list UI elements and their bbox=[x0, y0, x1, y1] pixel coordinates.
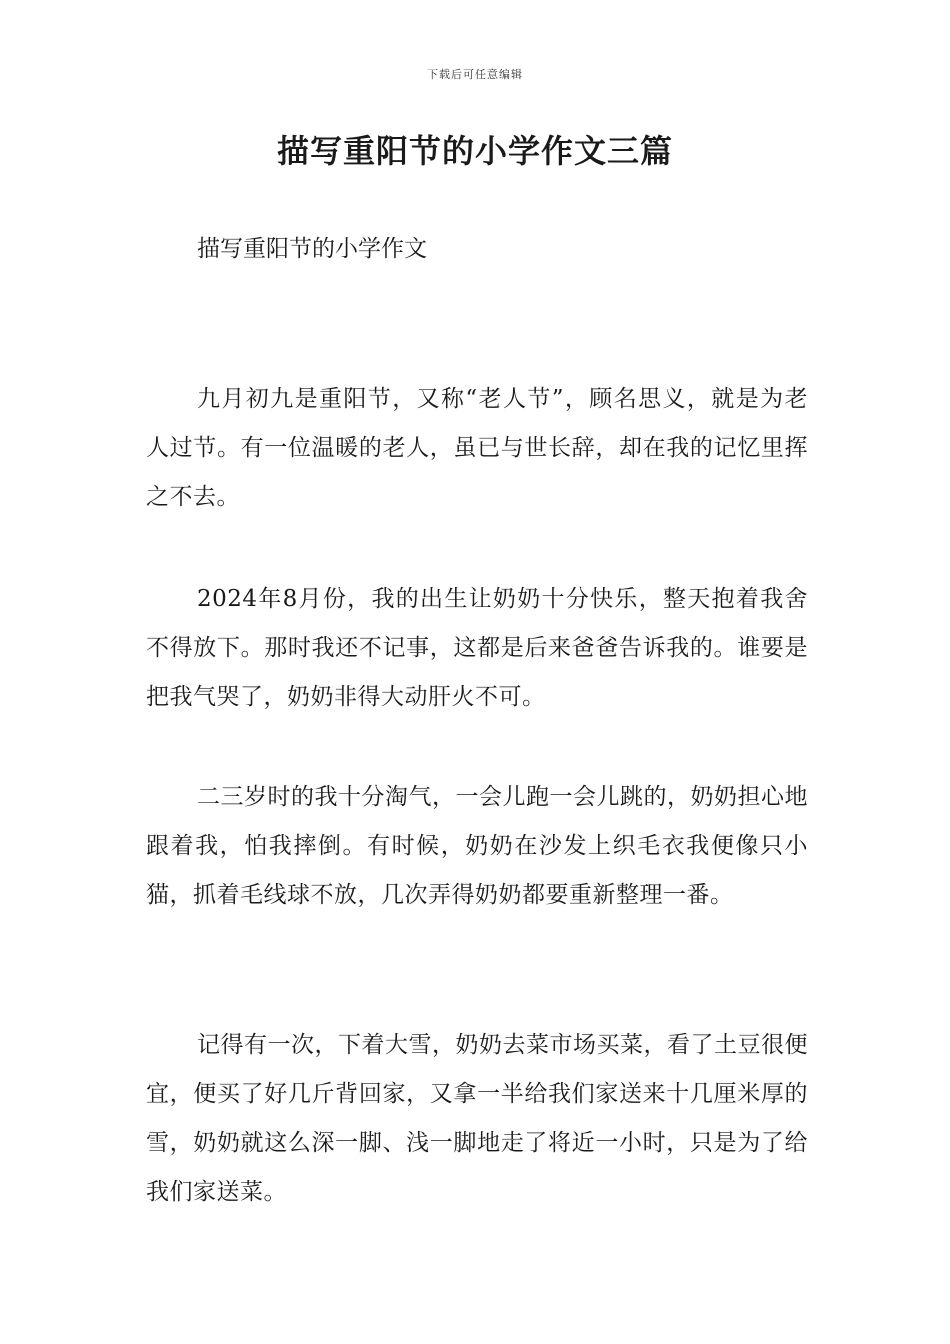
paragraph-2: 2024年8月份，我的出生让奶奶十分快乐，整天抱着我舍不得放下。那时我还不记事，这都是后来爸爸告诉我的。谁要是把我气哭了，奶奶非得大动肝火不可。 bbox=[146, 586, 808, 710]
document-title: 描写重阳节的小学作文三篇 bbox=[276, 132, 673, 170]
paragraph-4: 记得有一次，下着大雪，奶奶去菜市场买菜，看了土豆很便宜，便买了好几斤背回家，又拿一半给我们家送来十几厘米厚的雪，奶奶就这么深一脚、浅一脚地走了将近一小时，只是为了给我们家送菜。 bbox=[146, 1032, 808, 1205]
document-subtitle: 描写重阳节的小学作文 bbox=[197, 236, 427, 262]
header-note: 下载后可任意编辑 bbox=[427, 68, 523, 81]
paragraph-1: 九月初九是重阳节，又称“老人节”，顾名思义，就是为老人过节。有一位温暖的老人，虽已与世长辞，却在我的记忆里挥之不去。 bbox=[146, 386, 808, 510]
paragraph-3: 二三岁时的我十分淘气，一会儿跑一会儿跳的，奶奶担心地跟着我，怕我摔倒。有时候，奶奶在沙发上织毛衣我便像只小猫，抓着毛线球不放，几次弄得奶奶都要重新整理一番。 bbox=[146, 784, 808, 908]
